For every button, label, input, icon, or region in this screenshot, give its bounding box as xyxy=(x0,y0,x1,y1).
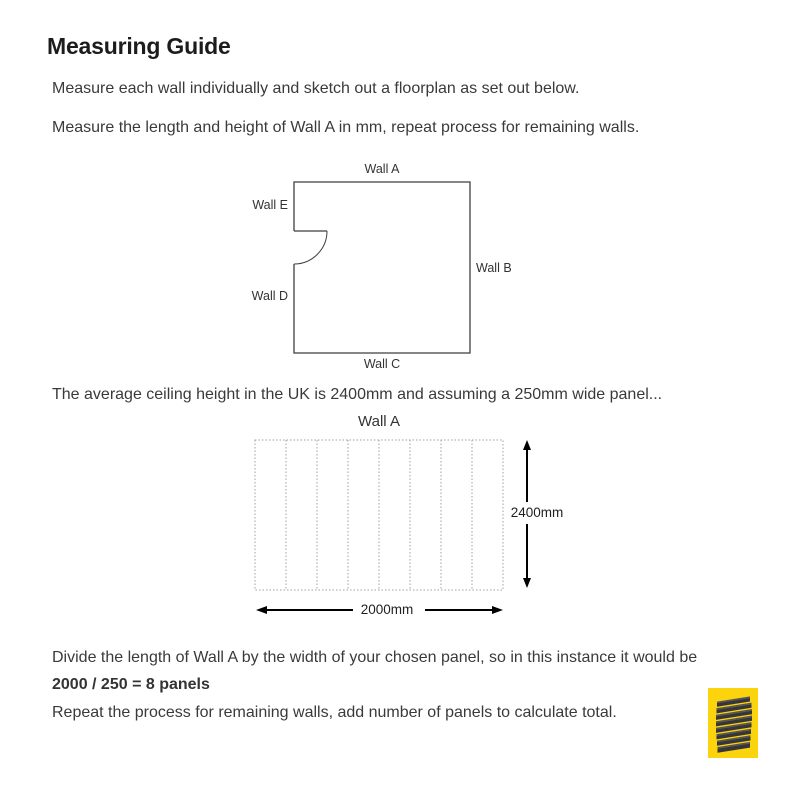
height-dimension-label: 2400mm xyxy=(510,505,564,520)
panel-dividers xyxy=(286,440,472,590)
paragraph-measure-walls: Measure each wall individually and sketch out a floorplan as set out below. xyxy=(52,80,580,97)
stacked-panels-logo xyxy=(708,688,758,758)
arrow-left-head xyxy=(256,606,267,614)
floorplan-label-wall-a: Wall A xyxy=(364,162,400,176)
floorplan-room-outline xyxy=(294,182,470,353)
page-title-text: Measuring Guide xyxy=(47,33,231,59)
page-title xyxy=(47,33,231,60)
arrow-down-head xyxy=(523,578,531,588)
floorplan-label-wall-b: Wall B xyxy=(476,261,512,275)
formula-text: 2000 / 250 = 8 panels xyxy=(52,676,210,693)
paragraph-repeat-process: Repeat the process for remaining walls, add number of panels to calculate total. xyxy=(52,704,617,721)
floorplan-label-wall-c: Wall C xyxy=(363,357,401,371)
arrow-right-head xyxy=(492,606,503,614)
paragraph-ceiling-height: The average ceiling height in the UK is 2400mm and assuming a 250mm wide panel... xyxy=(52,386,663,403)
panel-diagram-title: Wall A xyxy=(358,413,400,430)
paragraph-measure-length-height: Measure the length and height of Wall A in mm, repeat process for remaining walls. xyxy=(52,119,640,136)
panel-diagram xyxy=(240,430,570,625)
paragraph-divide-length: Divide the length of Wall A by the width of your chosen panel, so in this instance it would be xyxy=(52,649,698,666)
floorplan-door-arc xyxy=(294,231,327,264)
floorplan-label-wall-e: Wall E xyxy=(252,198,288,212)
width-dimension-label: 2000mm xyxy=(360,602,414,617)
floorplan-label-wall-d: Wall D xyxy=(251,289,288,303)
arrow-up-head xyxy=(523,440,531,450)
